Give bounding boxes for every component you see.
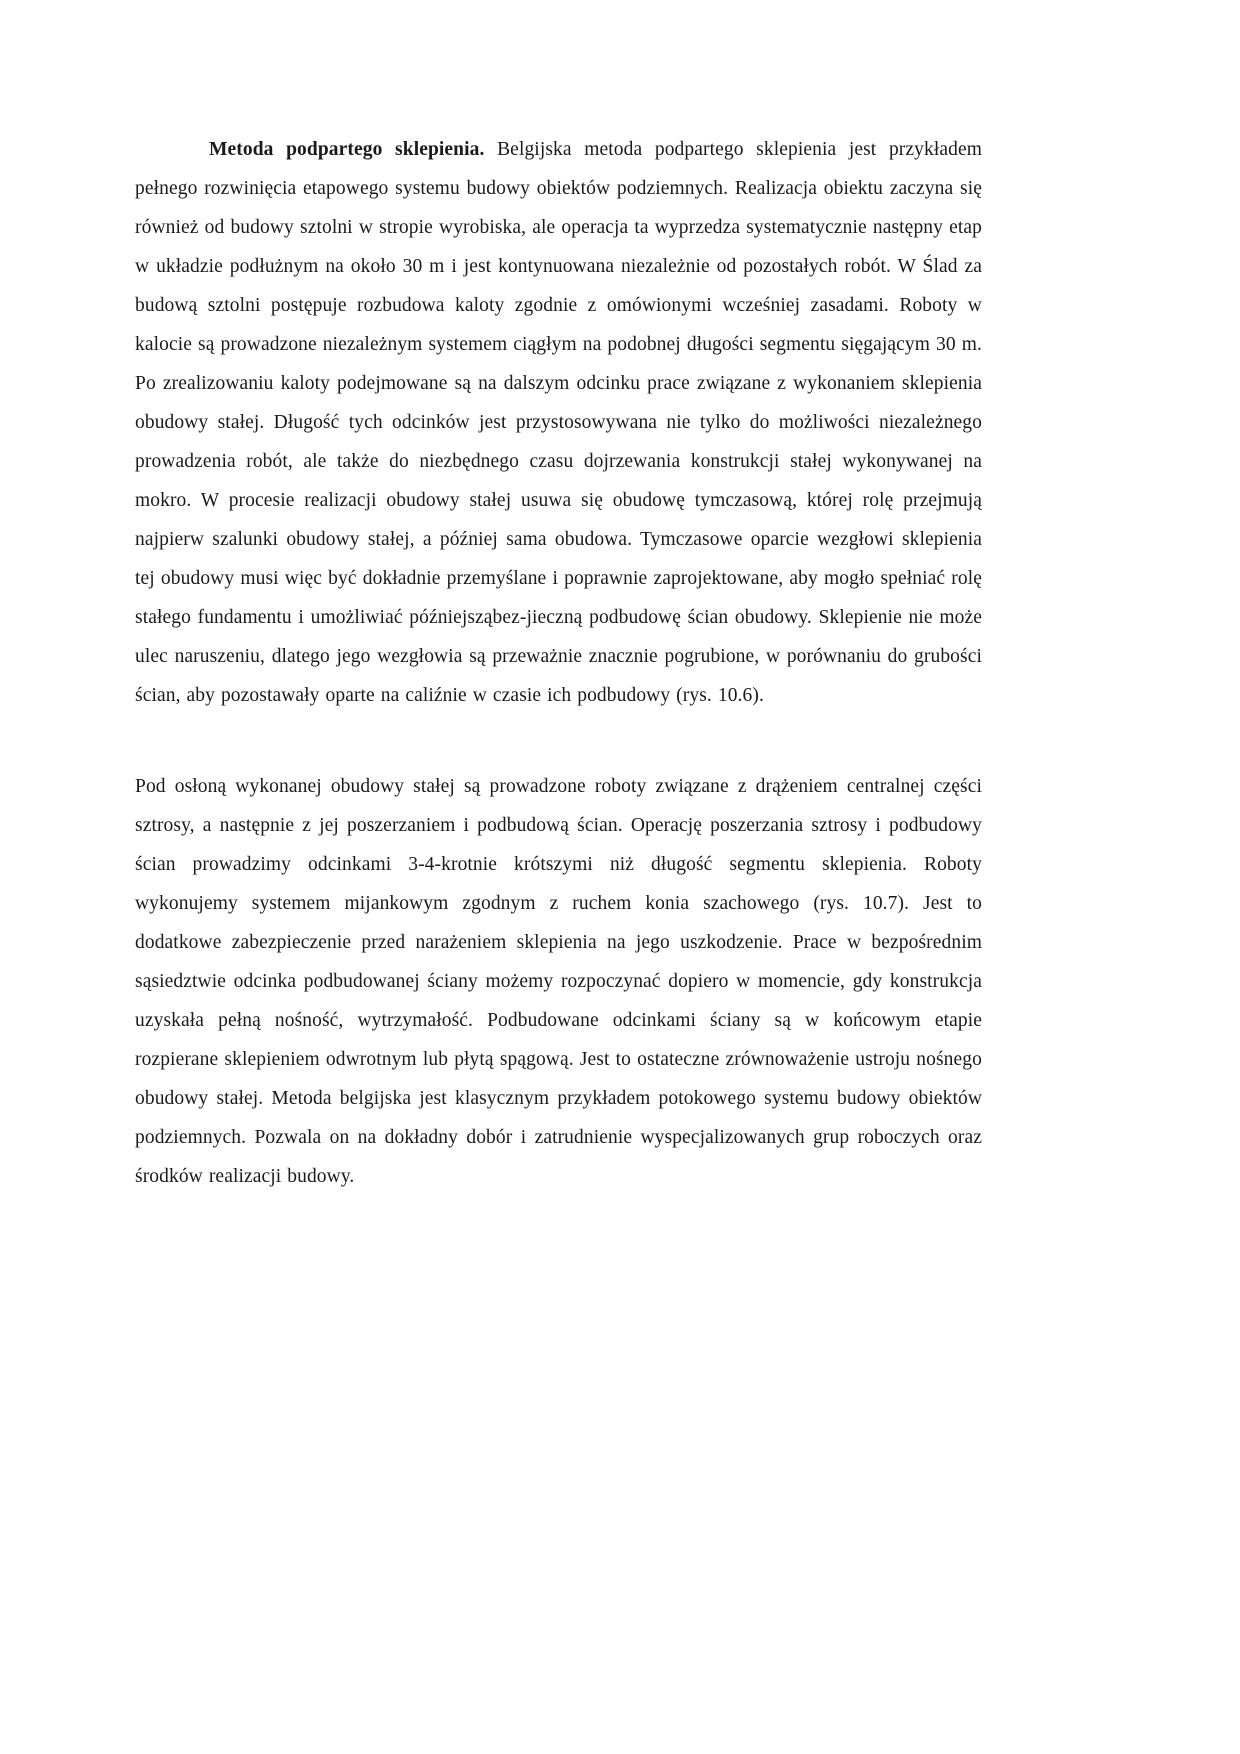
paragraph2-body-text: Pod osłoną wykonanej obudowy stałej są prowadzone roboty związane z drążeniem centralnej części sztrosy, a następnie z jej poszerzaniem i podbudową ścian. Operację poszerzania sztrosy i podbudowy ścian prowadzimy odcinkami 3-4-krotnie krótszymi niż długość segmentu sklepienia. Roboty wykonujemy systemem mijankowym zgodnym z ruchem konia szachowego (rys. 10.7). Jest to dodatkowe zabezpieczenie przed narażeniem sklepienia na jego uszkodzenie. Prace w bezpośrednim sąsiedztwie odcinka podbudowanej ściany możemy rozpoczynać dopiero w momencie, gdy konstrukcja uzyskała pełną nośność, wytrzymałość. Podbudowane odcinkami ściany są w końcowym etapie rozpierane sklepieniem odwrotnym lub płytą spągową. Jest to ostateczne zrównoważenie ustroju nośnego obudowy stałej. Metoda belgijska jest klasycznym przykładem potokowego systemu budowy obiektów podziemnych. Pozwala on na dokładny dobór i zatrudnienie wyspecjalizowanych grup roboczych oraz środków realizacji budowy. <box>135 776 982 1187</box>
paragraph1-body-text: Belgijska metoda podpartego sklepienia jest przykładem pełnego rozwinięcia etapowego systemu budowy obiektów podziemnych. Realizacja obiektu zaczyna się również od budowy sztolni w stropie wyrobiska, ale operacja ta wyprzedza systematycznie następny etap w układzie podłużnym na około 30 m i jest kontynuowana niezależnie od pozostałych robót. W Ślad za budową sztolni postępuje rozbudowa kaloty zgodnie z omówionymi wcześniej zasadami. Roboty w kalocie są prowadzone niezależnym systemem ciągłym na podobnej długości segmentu sięgającym 30 m. Po zrealizowaniu kaloty podejmowane są na dalszym odcinku prace związane z wykonaniem sklepienia obudowy stałej. Długość tych odcinków jest przystosowywana nie tylko do możliwości niezależnego prowadzenia robót, ale także do niezbędnego czasu dojrzewania konstrukcji stałej wykonywanej na mokro. W procesie realizacji obudowy stałej usuwa się obudowę tymczasową, której rolę przejmują najpierw szalunki obudowy stałej, a później sama obudowa. Tymczasowe oparcie wezgłowi sklepienia tej obudowy musi więc być dokładnie przemyślane i poprawnie zaprojektowane, aby mogło spełniać rolę stałego fundamentu i umożliwiać późniejsząbez-jieczną podbudowę ścian obudowy. Sklepienie nie może ulec naruszeniu, dlatego jego wezgłowia są przeważnie znacznie pogrubione, w porównaniu do grubości ścian, aby pozostawały oparte na caliźnie w czasie ich podbudowy (rys. 10.6). <box>135 139 982 706</box>
paragraph-lead-bold: Metoda podpartego sklepienia. <box>209 139 485 160</box>
paragraph-construction-process <box>135 767 982 1196</box>
paragraph-supported-vault-method <box>135 130 982 715</box>
